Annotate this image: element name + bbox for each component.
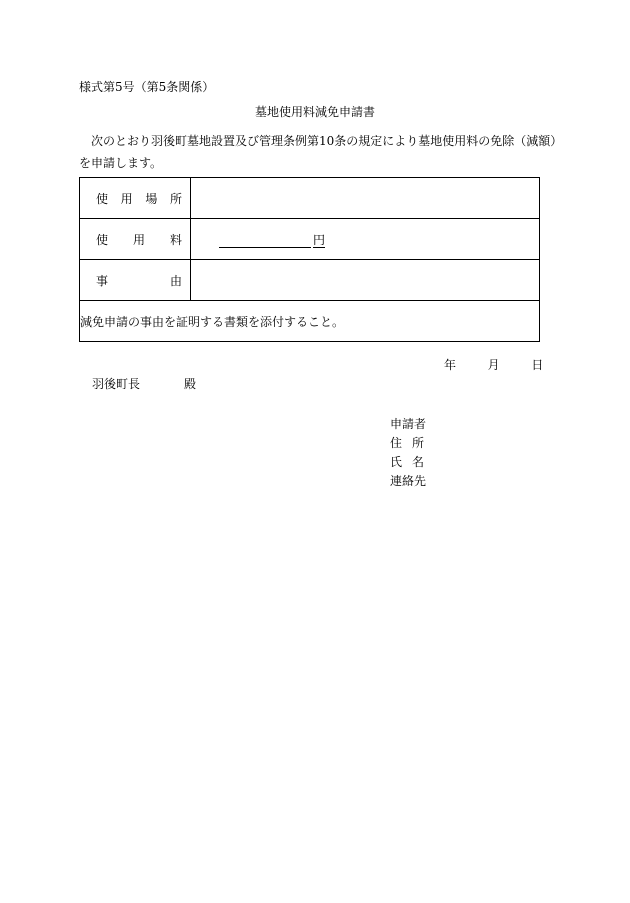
label-char: 氏 xyxy=(390,455,403,469)
location-label-cell xyxy=(80,178,191,219)
amount-underline xyxy=(219,235,311,248)
label-char: 所 xyxy=(169,191,182,206)
form-number: 様式第5号（第5条関係） xyxy=(79,80,215,94)
date-year: 年 xyxy=(444,358,457,372)
label-char: 使 xyxy=(96,232,109,247)
table-row-location xyxy=(80,178,540,219)
fee-label-cell xyxy=(80,219,191,260)
label-char: 場 xyxy=(145,191,158,206)
label-char: 住 xyxy=(390,436,403,450)
applicant-name-label xyxy=(390,453,424,472)
applicant-contact-label xyxy=(390,472,426,491)
table-row-note xyxy=(80,301,540,342)
label-char: 用 xyxy=(120,191,133,206)
label-char: 由 xyxy=(169,273,182,288)
location-value-cell[interactable] xyxy=(191,178,540,219)
application-table xyxy=(79,177,540,342)
date-day: 日 xyxy=(531,358,544,372)
addressee xyxy=(92,378,196,390)
label-char: 事 xyxy=(96,273,109,288)
applicant-contact-text: 連絡先 xyxy=(390,474,427,488)
applicant-address-label xyxy=(390,434,424,453)
addressee-name: 羽後町長 xyxy=(92,377,141,391)
reason-label-cell xyxy=(80,260,191,301)
attachment-note: 減免申請の事由を証明する書類を添付すること。 xyxy=(80,301,540,342)
addressee-honorific: 殿 xyxy=(184,377,197,391)
label-char: 料 xyxy=(169,232,182,247)
label-char: 名 xyxy=(411,455,424,469)
label-char: 使 xyxy=(96,191,109,206)
applicant-heading xyxy=(390,415,426,434)
date-month: 月 xyxy=(487,358,500,372)
date-line xyxy=(444,359,543,371)
reason-value-cell[interactable] xyxy=(191,260,540,301)
intro-text: 次のとおり羽後町墓地設置及び管理条例第10条の規定により墓地使用料の免除（減額）を申請します。 xyxy=(79,134,557,170)
applicant-block xyxy=(390,415,426,491)
yen-unit: 円 xyxy=(313,232,326,247)
table-row-reason xyxy=(80,260,540,301)
table-row-fee xyxy=(80,219,540,260)
document-title: 墓地使用料減免申請書 xyxy=(254,105,375,119)
label-char: 用 xyxy=(132,232,145,247)
fee-value-cell[interactable] xyxy=(191,219,540,260)
applicant-heading-text: 申請者 xyxy=(390,417,427,431)
label-char: 所 xyxy=(411,436,424,450)
